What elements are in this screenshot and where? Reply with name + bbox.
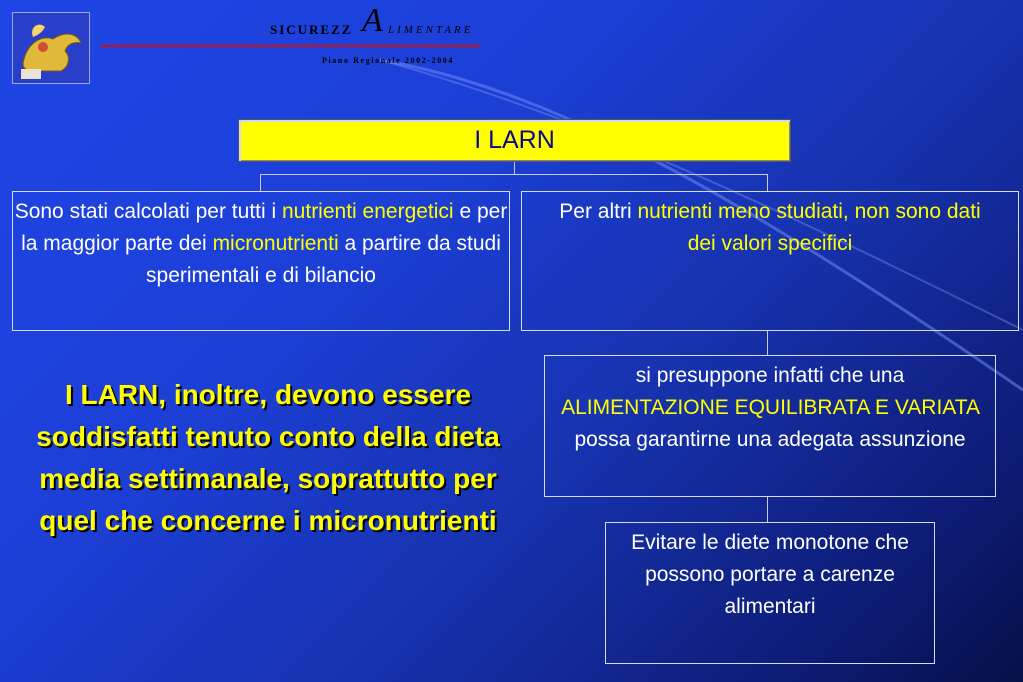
title-left-text: SICUREZZ xyxy=(270,22,353,37)
title-initial-letter: A xyxy=(362,2,383,39)
larn-weekly-diet-statement: I LARN, inoltre, devono essere soddisfatti tenuto conto della dieta media settimanale, soprattutto per quel che concerne i micronutrienti xyxy=(36,379,500,536)
left-box-text-2: e per la maggior parte dei xyxy=(21,200,508,255)
avoid-monotone-diets-box xyxy=(605,522,935,664)
balanced-box-text-2: possa garantirne una adegata assunzione xyxy=(574,428,966,451)
connector-vertical-top xyxy=(514,162,515,174)
winged-lion-emblem-icon xyxy=(13,13,89,83)
calculated-nutrients-box xyxy=(12,191,510,331)
right-box-text-1: Per altri xyxy=(559,200,638,223)
larn-title-box xyxy=(238,119,791,162)
balanced-box-text-1: si presuppone infatti che una xyxy=(635,364,905,387)
larn-title-label: I LARN xyxy=(474,126,555,154)
title-right-text: LIMENTARE xyxy=(388,24,474,36)
balanced-diet-box xyxy=(544,355,996,497)
less-studied-nutrients-box xyxy=(521,191,1019,331)
left-box-text-3: a partire da studi sperimentali e di bilancio xyxy=(146,232,501,287)
program-title xyxy=(270,2,485,42)
connector-right-drop xyxy=(767,174,768,191)
program-subtitle: Piano Regionale 2002-2004 xyxy=(322,56,454,65)
region-logo xyxy=(12,12,90,84)
right-box-highlight: nutrienti meno studiati, non sono dati dei valori specifici xyxy=(637,200,981,255)
left-box-highlight-micronutrients: micronutrienti xyxy=(212,232,339,255)
connector-horizontal xyxy=(260,174,768,175)
left-box-highlight-energetic: nutrienti energetici xyxy=(282,200,454,223)
connector-middle-to-bottom xyxy=(767,497,768,522)
header-rule xyxy=(100,45,480,47)
avoid-diets-text: Evitare le diete monotone che possono portare a carenze alimentari xyxy=(631,531,909,618)
left-box-text-1: Sono stati calcolati per tutti i xyxy=(14,200,282,223)
balanced-box-highlight: ALIMENTAZIONE EQUILIBRATA E VARIATA xyxy=(561,396,979,419)
connector-left-drop xyxy=(260,174,261,191)
connector-right-to-middle xyxy=(767,331,768,355)
